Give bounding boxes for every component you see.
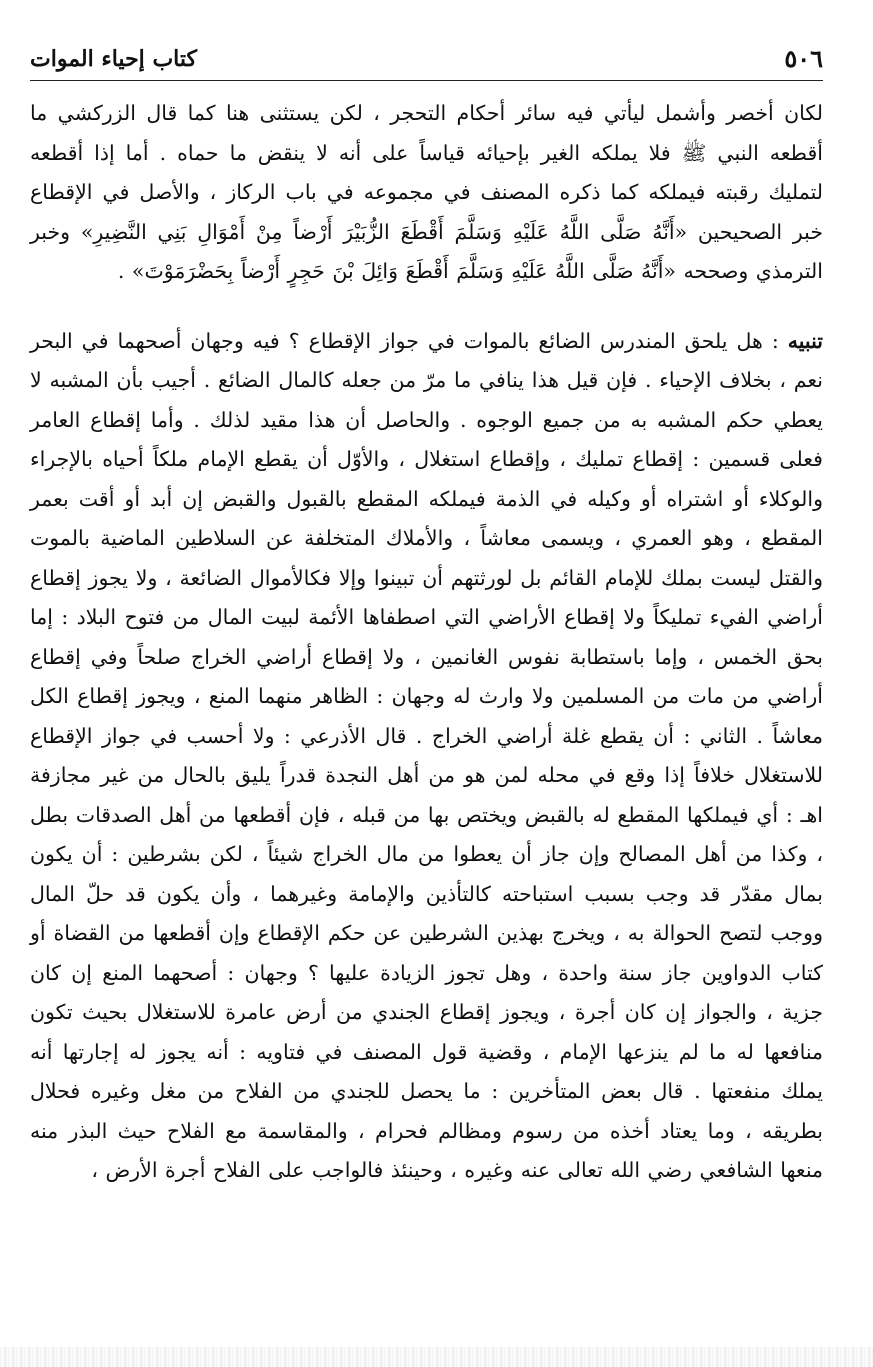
page-number: ٥٠٦: [784, 44, 823, 73]
scan-edge-noise: [0, 1347, 873, 1367]
note-text: : هل يلحق المندرس الضائع بالموات في جواز الإقطاع ؟ فيه وجهان أصحهما في البحر نعم ، بخلاف الإحياء . فإن قيل هذا ينافي ما مرّ من جعله كالمال الضائع . أجيب بأن المشبه لا يعطي حكم المشبه به من جميع الوجوه . والحاصل أن هذا مقيد لذلك . وأما إقطاع العامر فعلى قسمين : إقطاع تمليك ، وإقطاع استغلال ، والأوّل أن يقطع الإمام ملكاً أحياه بالإجراء والوكلاء أو اشتراه أو وكيله في الذمة فيملكه المقطع بالقبول والقبض إن أبد أو أقت بعمر المقطع ، وهو العمري ، ويسمى معاشاً ، والأملاك المتخلفة عن السلاطين الماضية بالموت والقتل ليست بملك للإمام القائم بل لورثتهم أن تبينوا وإلا فكالأموال الضائعة ، ولا يجوز إقطاع أراضي الفيء تمليكاً ولا إقطاع الأراضي التي اصطفاها الأئمة لبيت المال من فتوح البلاد : إما بحق الخمس ، وإما باستطابة نفوس الغانمين ، ولا إقطاع أراضي الخراج صلحاً وفي إقطاع أراضي من مات من المسلمين ولا وارث له وجهان : الظاهر منهما المنع ، ويجوز إقطاع الكل معاشاً . الثاني : أن يقطع غلة أراضي الخراج . قال الأذرعي : ولا أحسب في جواز الإقطاع للاستغلال خلافاً إذا وقع في محله لمن هو من أهل النجدة قدراً يليق بالحال من غير مجازفة اهـ : أي فيملكها المقطع له بالقبض ويختص بها من قبله ، فإن أقطعها من أهل الصدقات بطل ، وكذا من أهل المصالح وإن جاز أن يعطوا من مال الخراج شيئاً ، لكن بشرطين : أن يكون بمال مقدّر قد وجب بسبب استباحته كالتأذين والإمامة وغيرهما ، وأن يكون قد حلّ المال ووجب لتصح الحوالة به ، ويخرج بهذين الشرطين عن حكم الإقطاع وإن أقطعها من القضاة أو كتاب الدواوين جاز سنة واحدة ، وهل تجوز الزيادة عليها ؟ وجهان : أصحهما المنع إن كان جزية ، والجواز إن كان أجرة ، ويجوز إقطاع الجندي من أرض عامرة للاستغلال بحيث تكون منافعها له ما لم ينزعها الإمام ، وقضية قول المصنف في فتاويه : أنه يجوز له إجارتها أنه يملك منفعتها . قال بعض المتأخرين : ما يحصل للجندي من الفلاح من مغل وغيره فحلال بطريقه ، وما يعتاد أخذه من رسوم ومظالم فحرام ، والمقاسمة مع الفلاح حيث البذر منه منعها الشافعي رضي الله تعالى عنه وغيره ، وحينئذ فالواجب على الفلاح أجرة الأرض ،: [30, 328, 823, 1182]
paragraph-2: [30, 322, 823, 1191]
paragraph-1: لكان أخصر وأشمل ليأتي فيه سائر أحكام التحجر ، لكن يستثنى هنا كما قال الزركشي ما أقطعه النبي ﷺ فلا يملكه الغير بإحيائه قياساً على أنه لا ينقض ما حماه . أما إذا أقطعه لتمليك رقبته فيملكه كما ذكره المصنف في مجموعه في باب الركاز ، والأصل في الإقطاع خبر الصحيحين «أَنَّهُ صَلَّى اللَّهُ عَلَيْهِ وَسَلَّمَ أَقْطَعَ الزُّبَيْرَ أَرْضاً مِنْ أَمْوَالِ بَنِي النَّضِيرِ» وخبر الترمذي وصححه «أَنَّهُ صَلَّى اللَّهُ عَلَيْهِ وَسَلَّمَ أَقْطَعَ وَائِلَ بْنَ حَجِرٍ أَرْضاً بِحَضْرَمَوْتَ» .: [30, 101, 823, 283]
book-title: كتاب إحياء الموات: [30, 46, 197, 72]
page-body: [30, 94, 823, 1191]
header-divider: [30, 80, 823, 81]
page-header: [30, 38, 823, 82]
note-label: تنبيه: [787, 328, 823, 353]
